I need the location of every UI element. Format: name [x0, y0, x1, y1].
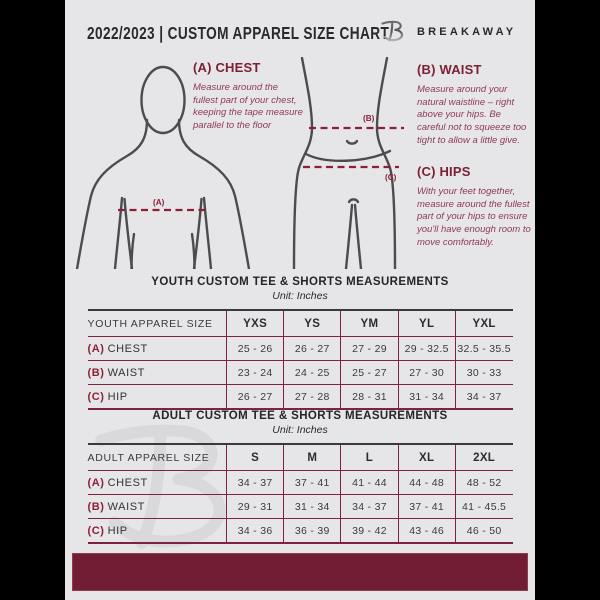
measurement-value-cell: 36 - 39 — [284, 519, 341, 544]
measurement-value-cell: 25 - 27 — [341, 361, 398, 385]
apparel-size-corner-label: YOUTH APPAREL SIZE — [87, 317, 213, 330]
waist-marker-label: (B) — [363, 114, 375, 123]
size-table-header-row — [88, 310, 513, 337]
waist-guide-heading: (B) WAIST — [417, 62, 482, 77]
measurement-row-label — [88, 361, 227, 385]
measurement-key: (B) — [87, 500, 105, 513]
measurement-value-cell: 34 - 36 — [227, 519, 284, 544]
measurement-value-cell: 24 - 25 — [284, 361, 341, 385]
measurement-row-label — [88, 471, 227, 495]
waist-guide — [417, 62, 529, 147]
measurement-value-cell: 41 - 44 — [341, 471, 398, 495]
size-chart-page — [65, 0, 535, 600]
measurement-value-cell: 43 - 46 — [398, 519, 455, 544]
hips-guide-text: With your feet together, measure around the fullest part of your hips to ensure you'll have enough room to move comfortably. — [417, 186, 531, 248]
hips-marker-label: (C) — [385, 173, 397, 182]
measurement-value-cell: 23 - 24 — [227, 361, 284, 385]
measurement-key: (C) — [87, 390, 105, 403]
measurement-value-cell: 32.5 - 35.5 — [455, 337, 512, 361]
measurement-value-cell: 48 - 52 — [455, 471, 512, 495]
brand-name: BREAKAWAY — [417, 26, 517, 38]
chest-guide-text: Measure around the fullest part of your chest, keeping the tape measure parallel to the floor — [193, 82, 303, 131]
hips-guide — [417, 164, 533, 249]
letterbox-right — [535, 0, 600, 600]
hips-guide-heading: (C) HIPS — [417, 164, 471, 179]
size-column-header: S — [227, 444, 284, 471]
measurement-value-cell: 26 - 27 — [284, 337, 341, 361]
measurement-row — [88, 361, 513, 385]
measurement-row — [88, 495, 513, 519]
youth-measurements-section — [65, 276, 535, 410]
measurement-name: WAIST — [107, 500, 146, 513]
measurement-key: (C) — [87, 524, 105, 537]
measurement-row-label — [88, 519, 227, 544]
adult-table-title: ADULT CUSTOM TEE & SHORTS MEASUREMENTS — [152, 410, 448, 422]
measurement-row — [88, 471, 513, 495]
measurement-value-cell: 30 - 33 — [455, 361, 512, 385]
size-column-header: YM — [341, 310, 398, 337]
measurement-name: CHEST — [107, 476, 148, 489]
measurement-key: (A) — [87, 476, 105, 489]
size-table-header-row — [88, 444, 513, 471]
measurement-value-cell: 27 - 29 — [341, 337, 398, 361]
measurement-value-cell: 37 - 41 — [284, 471, 341, 495]
size-column-header: L — [341, 444, 398, 471]
footer-bar — [72, 553, 528, 591]
measurement-name: HIP — [107, 524, 128, 537]
measurement-row — [88, 337, 513, 361]
measurement-value-cell: 25 - 26 — [227, 337, 284, 361]
measurement-row — [88, 519, 513, 544]
page-title: 2022/2023 | CUSTOM APPAREL SIZE CHART — [87, 23, 390, 43]
size-column-header: YXL — [455, 310, 512, 337]
size-column-header: 2XL — [455, 444, 512, 471]
measurement-value-cell: 46 - 50 — [455, 519, 512, 544]
measurement-value-cell: 44 - 48 — [398, 471, 455, 495]
measurement-value-cell: 31 - 34 — [284, 495, 341, 519]
chest-guide — [193, 60, 305, 133]
measurement-name: HIP — [107, 390, 128, 403]
size-column-header: YS — [284, 310, 341, 337]
measurement-value-cell: 39 - 42 — [341, 519, 398, 544]
measurement-name: WAIST — [107, 366, 146, 379]
measurement-value-cell: 34 - 37 — [341, 495, 398, 519]
size-column-header: XL — [398, 444, 455, 471]
youth-size-table — [88, 309, 513, 410]
measurement-key: (B) — [87, 366, 105, 379]
adult-table-unit: Unit: Inches — [272, 424, 328, 436]
size-column-header: M — [284, 444, 341, 471]
measurement-value-cell: 29 - 31 — [227, 495, 284, 519]
measurement-value-cell: 28 - 31 — [341, 385, 398, 410]
measurement-row-label — [88, 385, 227, 410]
youth-table-unit: Unit: Inches — [272, 290, 328, 302]
letterbox-left — [0, 0, 65, 600]
measurement-key: (A) — [87, 342, 105, 355]
breakaway-logo-icon — [381, 17, 408, 45]
chest-guide-heading: (A) CHEST — [193, 60, 261, 75]
adult-measurements-section — [65, 410, 535, 544]
measurement-value-cell: 34 - 37 — [227, 471, 284, 495]
waist-guide-text: Measure around your natural waistline – right above your hips. Be careful not to squeeze too tight to allow a little give. — [417, 84, 527, 146]
measurement-row-label — [88, 337, 227, 361]
measurement-value-cell: 27 - 30 — [398, 361, 455, 385]
youth-table-title: YOUTH CUSTOM TEE & SHORTS MEASUREMENTS — [151, 276, 449, 288]
measurement-row-label — [88, 495, 227, 519]
measurement-value-cell: 27 - 28 — [284, 385, 341, 410]
measurement-value-cell: 26 - 27 — [227, 385, 284, 410]
adult-size-table — [88, 443, 513, 544]
measurement-value-cell: 31 - 34 — [398, 385, 455, 410]
size-column-header: YL — [398, 310, 455, 337]
size-column-header: YXS — [227, 310, 284, 337]
measurement-row — [88, 385, 513, 410]
measurement-value-cell: 34 - 37 — [455, 385, 512, 410]
measurement-name: CHEST — [107, 342, 148, 355]
measurement-value-cell: 37 - 41 — [398, 495, 455, 519]
apparel-size-corner-label: ADULT APPAREL SIZE — [87, 451, 210, 464]
chest-marker-label: (A) — [153, 198, 165, 207]
measurement-value-cell: 29 - 32.5 — [398, 337, 455, 361]
measurement-value-cell: 41 - 45.5 — [455, 495, 512, 519]
